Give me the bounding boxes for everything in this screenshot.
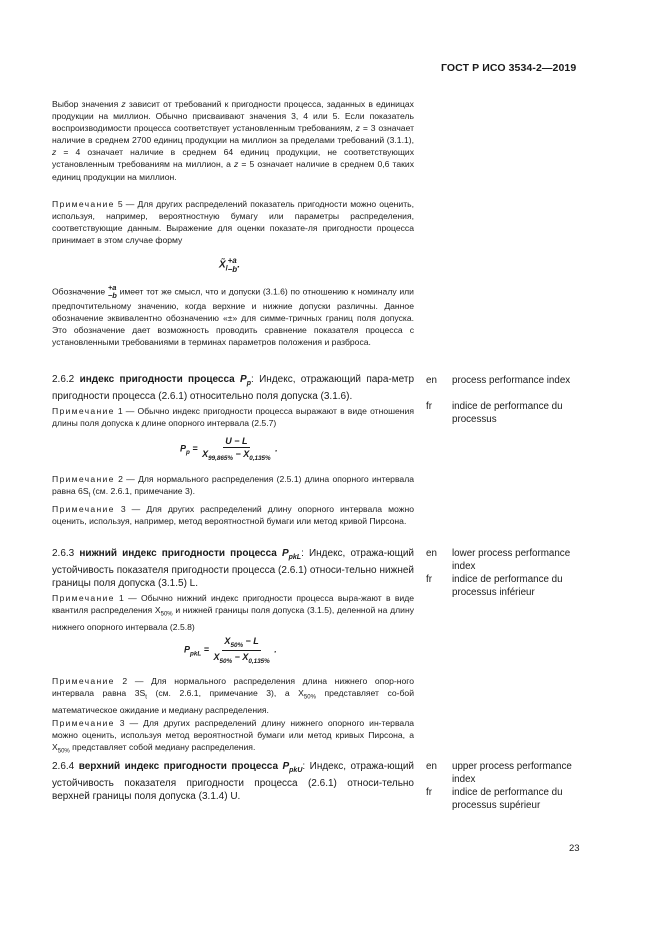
term-en: lower process performance index — [452, 548, 571, 572]
term-2-6-4: 2.6.4 верхний индекс пригодности процесса $P_{pkU}$: Индекс, отража-ющий устойчивость показателя пригодности процесса (2.6.1) относи-тельно верхней границы поля допуска (3.1.4) U. — [52, 761, 414, 802]
term-2-6-3: 2.6.3 нижний индекс пригодности процесса $P_{pkL}$: Индекс, отража-ющий устойчивость показателя пригодности процесса (2.6.1) относи-тельно нижней границы поля допуска (3.1.5) L. — [52, 548, 414, 589]
formula-ppkl: $P_{pkL}$ = $\frac{X_{50\%} - L}{X_{50\%} - X_{0,135\%}}$ . — [184, 636, 277, 665]
note-263-1: Примечание 1 — Обычно нижний индекс пригодности процесса выра-жают в виде квантиля распределения $X_{50\%}$ и нижней границы поля допуска (3.1.5), деленной на длину нижнего опорного интервала (2.5.8) — [52, 593, 414, 632]
term-fr: indice de performance du processus supérieur — [452, 787, 563, 811]
formula-pp: $P_p$ = $\frac{U - L}{X_{99,865\%} - X_{0,135\%}}$ . — [180, 436, 278, 462]
term-en: upper process performance index — [452, 761, 572, 785]
lang-code-fr: fr — [426, 401, 432, 412]
lang-code-en: en — [426, 375, 437, 386]
term-fr: indice de performance du processus inférieur — [452, 574, 563, 598]
lang-code-en: en — [426, 548, 437, 559]
term-fr: indice de performance du processus — [452, 401, 563, 425]
lang-code-en: en — [426, 761, 437, 772]
page-number: 23 — [569, 843, 580, 854]
term-2-6-2: 2.6.2 индекс пригодности процесса $P_p$: Индекс, отражающий пара-метр пригодности процесса (2.6.1) относительно поля допуска (3.1.6). — [52, 374, 415, 402]
intro-paragraph: Выбор значения z зависит от требований к пригодности процесса, заданных в единицах продукции на миллион. Обычно присваивают значения 3, 4 или 5. Если показатель воспроизводимости процесса соответствует установленным требованиям, z = 3 означает наличие в среднем 2700 единиц продукции на миллион за пределами требований (3.1.1), z = 4 означает наличие в среднем 64 единиц продукции, не соответствующих установленным требованиям на миллион, а z = 5 означает наличие в среднем 0,6 таких единиц продукции на миллион. — [52, 99, 415, 182]
standard-header: ГОСТ Р ИСО 3534-2—2019 — [441, 62, 577, 74]
note-5: Примечание 5 — Для других распределений показатель пригодности можно оценить, используя, например, вероятностную бумагу или параметры распределения, соответствующие данным. Выражение для оценки показате-ля пригодности процесса принимает в этом случае форму — [52, 199, 414, 246]
note-263-3: Примечание 3 — Для других распределений длину нижнего опорного ин-тервала можно оценить, используя метод вероятностной бумаги или метод кривых Пирсона, а $X_{50\%}$ представляет собой медиану распределения. — [52, 718, 414, 755]
note-262-3: Примечание 3 — Для других распределений длину опорного интервала можно оценить, используя, например, метод вероятностной бумаги или метод кривой Пирсона. — [52, 504, 414, 527]
lang-code-fr: fr — [426, 574, 432, 585]
formula-tilde-x: $X̃_l$ +a −b . — [219, 256, 240, 274]
lang-code-fr: fr — [426, 787, 432, 798]
note-263-2: Примечание 2 — Для нормального распределения длина нижнего опор-ного интервала равна $3S_t$ (см. 2.6.1, примечание 3), а $X_{50\%}$ представляет со-бой математическое ожидание и медиану распределения. — [52, 676, 414, 715]
note-label: Примечание — [52, 199, 115, 209]
notation-paragraph: Обозначение +a −b имеет тот же смысл, что и допуски (3.1.6) по отношению к номиналу или предпочтительному значению, когда верхние и нижние допуски различны. Данное обозначение эквивалентно обозначению «±» для симме-тричных границ поля допуска. Это обозначение дает возможность проводить сравнение показателя процесса с установленными требованиями в терминах параметров положения и разброса. — [52, 283, 414, 348]
note-262-1: Примечание 1 — Обычно индекс пригодности процесса выражают в виде отношения длины поля допуска к длине опорного интервала (2.5.7) — [52, 406, 414, 429]
note-262-2: Примечание 2 — Для нормального распределения (2.5.1) длина опорного интервала равна $6S_t$ (см. 2.6.1, примечание 3). — [52, 474, 414, 499]
term-en: process performance index — [452, 375, 571, 386]
